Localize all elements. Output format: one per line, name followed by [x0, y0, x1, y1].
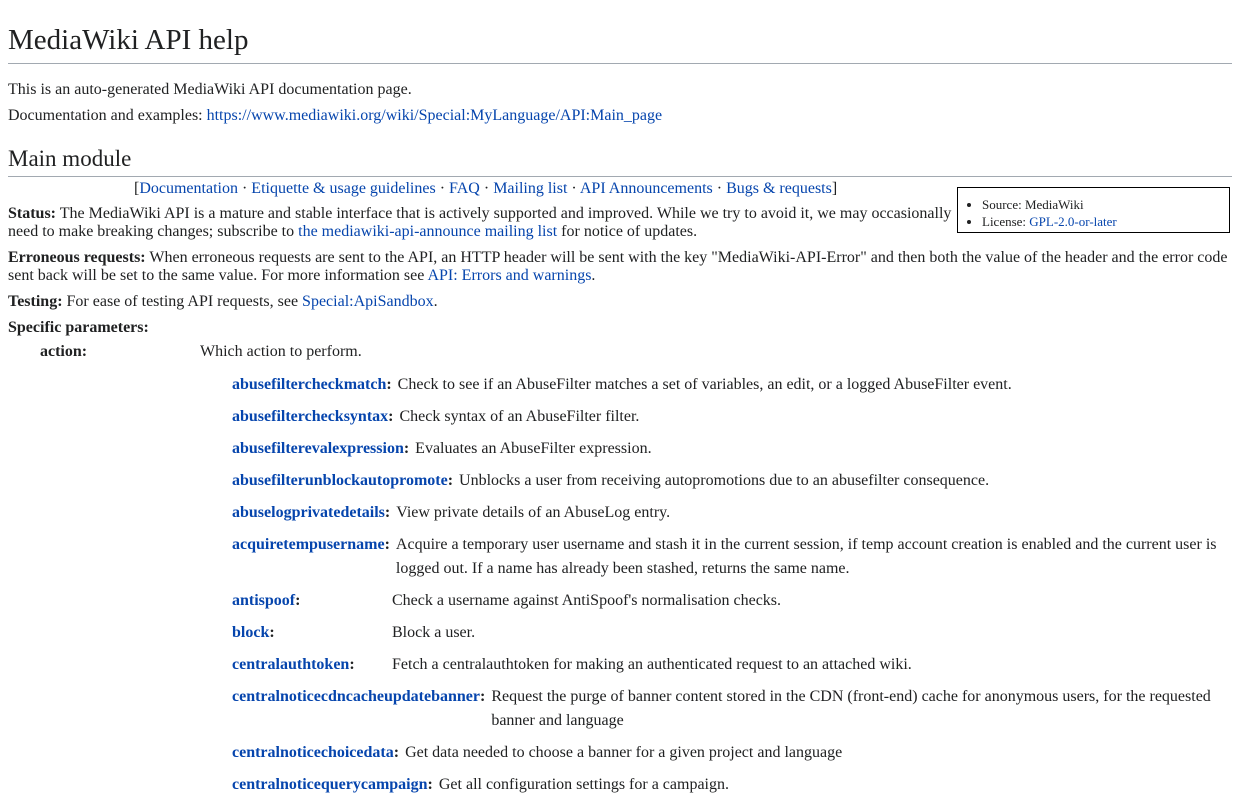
link-bugs-requests[interactable]: Bugs & requests [726, 180, 832, 197]
action-item: abusefilterevalexpression: Evaluates an AbuseFilter expression. [232, 437, 1232, 461]
action-link[interactable]: centralnoticequerycampaign [232, 776, 428, 793]
link-api-announcements[interactable]: API Announcements [579, 180, 713, 197]
status-label: Status: [8, 205, 57, 222]
action-link[interactable]: abusefilterunblockautopromote [232, 472, 448, 489]
action-item: centralnoticequerycampaign: Get all configuration settings for a campaign. [232, 773, 1232, 797]
docs-line [8, 106, 662, 126]
link-mailing-list[interactable]: Mailing list [493, 180, 568, 197]
action-description: Fetch a centralauthtoken for making an authenticated request to an attached wiki. [392, 656, 912, 673]
action-link[interactable]: abusefilterchecksyntax [232, 408, 389, 425]
action-description: Evaluates an AbuseFilter expression. [415, 440, 652, 457]
help-links-bar [134, 179, 837, 199]
action-link[interactable]: block [232, 624, 270, 641]
action-item: abusefilterchecksyntax: Check syntax of an AbuseFilter filter. [232, 405, 1232, 429]
action-link[interactable]: acquiretempusername [232, 536, 385, 553]
action-link[interactable]: abuselogprivatedetails [232, 504, 385, 521]
mailing-list-link[interactable]: the mediawiki-api-announce mailing list [298, 223, 558, 240]
link-etiquette[interactable]: Etiquette & usage guidelines [251, 180, 436, 197]
docs-link[interactable]: https://www.mediawiki.org/wiki/Special:MyLanguage/API:Main_page [206, 107, 663, 124]
testing-label: Testing: [8, 293, 63, 310]
status-paragraph [8, 205, 953, 241]
info-source-value: MediaWiki [1024, 197, 1084, 212]
action-description: Get data needed to choose a banner for a given project and language [405, 744, 843, 761]
status-text: The MediaWiki API is a mature and stable interface that is actively supported and improved. While we try to avoid it, we may occasionally need to make breaking changes; subscribe to [8, 205, 952, 240]
action-description: View private details of an AbuseLog entry. [396, 504, 671, 521]
api-sandbox-link[interactable]: Special:ApiSandbox [302, 293, 434, 310]
bracket-close: ] [831, 180, 838, 197]
intro-text [8, 80, 412, 100]
param-action-name: action: [40, 343, 88, 360]
action-link[interactable]: centralnoticecdncacheupdatebanner [232, 688, 480, 705]
action-item: block: Block a user. [232, 621, 1232, 645]
action-description: Unblocks a user from receiving autopromotions due to an abusefilter consequence. [459, 472, 990, 489]
action-link[interactable]: abusefilterevalexpression [232, 440, 404, 457]
action-description: Get all configuration settings for a campaign. [438, 776, 729, 793]
docs-label: Documentation and examples: [8, 107, 203, 124]
info-source [982, 196, 1117, 213]
separator: · [716, 180, 723, 197]
page-title: MediaWiki API help [8, 0, 1232, 64]
action-description: Block a user. [392, 624, 476, 641]
intro-description: This is an auto-generated MediaWiki API documentation page. [8, 81, 412, 98]
action-item: centralnoticechoicedata: Get data needed to choose a banner for a given project and language [232, 741, 1232, 765]
action-item: acquiretempusername: Acquire a temporary user username and stash it in the current session, if temp account creation is enabled and the current user is logged out. If a name has already been stashed, returns the same name. [232, 533, 1232, 581]
action-item: abusefilterunblockautopromote: Unblocks a user from receiving autopromotions due to an abusefilter consequence. [232, 469, 1232, 493]
action-list [232, 373, 1232, 805]
link-faq[interactable]: FAQ [449, 180, 480, 197]
info-license-label: License: [982, 214, 1027, 229]
action-item: centralnoticecdncacheupdatebanner: Request the purge of banner content stored in the CDN (front-end) cache for anonymous users, for the requested banner and language [232, 685, 1232, 733]
module-info-box [957, 187, 1230, 233]
link-documentation[interactable]: Documentation [139, 180, 238, 197]
info-source-label: Source: [982, 197, 1022, 212]
action-item: centralauthtoken: Fetch a centralauthtoken for making an authenticated request to an attached wiki. [232, 653, 1232, 677]
specific-parameters-heading: Specific parameters: [8, 319, 149, 336]
testing-paragraph [8, 293, 1232, 311]
action-link[interactable]: centralnoticechoicedata [232, 744, 394, 761]
action-link[interactable]: centralauthtoken [232, 656, 350, 673]
testing-text-end: . [433, 293, 438, 310]
separator: · [241, 180, 248, 197]
action-description: Request the purge of banner content stored in the CDN (front-end) cache for anonymous users, for the requested banner and language [491, 688, 1211, 729]
action-item: antispoof: Check a username against AntiSpoof's normalisation checks. [232, 589, 1232, 613]
license-link[interactable]: GPL-2.0-or-later [1029, 214, 1117, 229]
action-item: abuselogprivatedetails: View private details of an AbuseLog entry. [232, 501, 1232, 525]
action-description: Check to see if an AbuseFilter matches a set of variables, an edit, or a logged AbuseFilter event. [397, 376, 1012, 393]
separator: · [483, 180, 490, 197]
param-action-description: Which action to perform. [200, 343, 362, 360]
action-description: Check syntax of an AbuseFilter filter. [399, 408, 640, 425]
testing-text: For ease of testing API requests, see [66, 293, 299, 310]
erroneous-paragraph [8, 249, 1232, 285]
status-text-end: for notice of updates. [561, 223, 698, 240]
action-item: abusefiltercheckmatch: Check to see if an AbuseFilter matches a set of variables, an edit, or a logged AbuseFilter event. [232, 373, 1232, 397]
bracket-open: [ [134, 180, 140, 197]
erroneous-text: When erroneous requests are sent to the API, an HTTP header will be sent with the key "MediaWiki-API-Error" and then both the value of the header and the error code sent back will be set to the same value. For more information see [8, 249, 1228, 284]
separator: · [571, 180, 577, 197]
erroneous-label: Erroneous requests: [8, 249, 146, 266]
section-heading-main-module: Main module [8, 144, 1232, 177]
errors-warnings-link[interactable]: API: Errors and warnings [427, 267, 592, 284]
erroneous-text-end: . [591, 267, 596, 284]
separator: · [439, 180, 446, 197]
info-license [982, 213, 1117, 230]
action-link[interactable]: abusefiltercheckmatch [232, 376, 387, 393]
action-description: Check a username against AntiSpoof's normalisation checks. [392, 592, 782, 609]
action-description: Acquire a temporary user username and stash it in the current session, if temp account creation is enabled and the current user is logged out. If a name has already been stashed, returns the same name. [395, 536, 1217, 577]
action-link[interactable]: antispoof [232, 592, 296, 609]
